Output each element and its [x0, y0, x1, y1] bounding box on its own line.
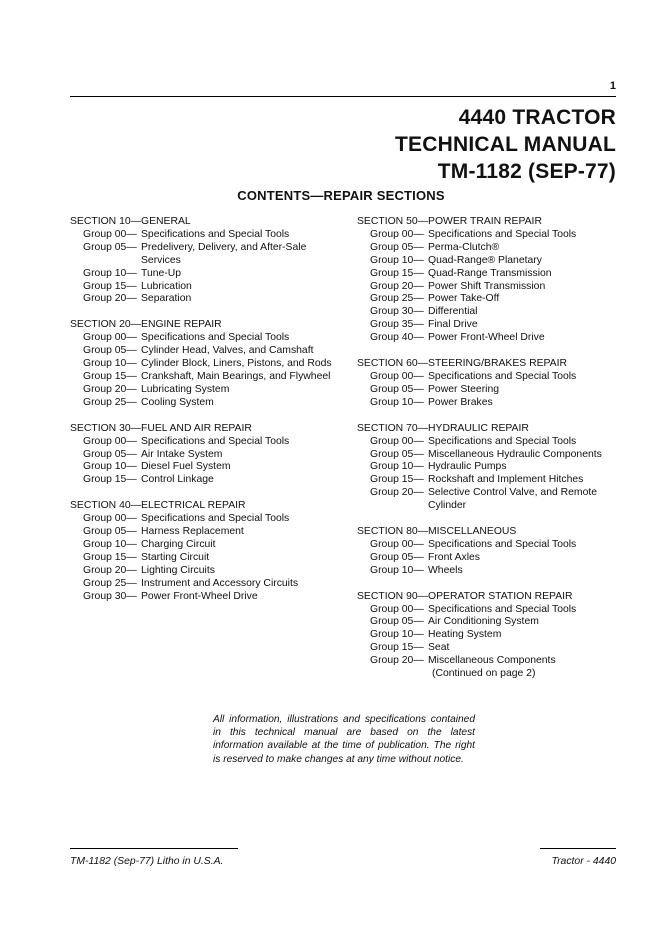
group-number: Group 00—: [83, 435, 137, 447]
group-title: Differential: [428, 306, 478, 318]
group-entry: [357, 629, 627, 642]
section-title: SECTION 60—STEERING/BRAKES REPAIR: [357, 358, 567, 370]
group-entry: [357, 371, 627, 384]
group-entry: [357, 539, 627, 552]
section-title: SECTION 50—POWER TRAIN REPAIR: [357, 216, 542, 227]
group-title: Final Drive: [428, 319, 478, 331]
group-entry: [70, 578, 340, 591]
contents-section: [357, 216, 627, 345]
group-number: Group 00—: [83, 513, 137, 525]
group-title: Power Steering: [428, 383, 500, 395]
contents-section: [357, 423, 627, 513]
group-number: Group 15—: [83, 370, 137, 382]
group-title: Quad-Range Transmission: [428, 267, 552, 279]
group-number: Group 05—: [370, 383, 424, 395]
group-title: Power Brakes: [428, 396, 493, 408]
page-number: 1: [609, 80, 616, 92]
group-entry: [357, 461, 627, 474]
group-entry: [357, 229, 627, 242]
group-title: Hydraulic Pumps: [428, 461, 507, 473]
group-title: Power Front-Wheel Drive: [428, 332, 545, 344]
group-title: Seat: [428, 642, 450, 654]
group-title: Specifications and Special Tools: [141, 435, 290, 447]
group-title: Specifications and Special Tools: [428, 435, 577, 447]
footer-rule-right: [540, 848, 616, 849]
group-title: Separation: [141, 293, 192, 305]
group-title: Miscellaneous Components: [428, 655, 556, 667]
group-number: Group 00—: [370, 370, 424, 382]
contents-right-column: [357, 216, 627, 694]
group-number: Group 00—: [370, 435, 424, 447]
contents-section: [70, 319, 340, 409]
group-number: Group 20—: [370, 280, 424, 292]
group-number: Group 05—: [370, 241, 424, 253]
group-entry: [70, 358, 340, 371]
group-entry: [70, 384, 340, 397]
group-entry: [70, 513, 340, 526]
group-entry: [357, 397, 627, 410]
group-number: Group 05—: [83, 241, 137, 253]
group-number: Group 15—: [370, 267, 424, 279]
section-title: SECTION 80—MISCELLANEOUS: [357, 526, 517, 538]
group-number: Group 10—: [83, 538, 137, 550]
group-number: Group 20—: [370, 487, 424, 499]
group-number: Group 20—: [370, 655, 424, 667]
group-number: Group 25—: [83, 396, 137, 408]
group-entry: [70, 449, 340, 462]
group-title: Selective Control Valve, and Remote Cylinder: [428, 487, 598, 512]
group-entry: [357, 319, 627, 332]
group-title: Rockshaft and Implement Hitches: [428, 474, 584, 486]
group-title: Specifications and Special Tools: [141, 513, 290, 525]
group-title: Lubrication: [141, 280, 192, 292]
group-entry: [357, 281, 627, 294]
group-number: Group 05—: [370, 616, 424, 628]
group-entry: [357, 655, 627, 668]
group-entry: [70, 281, 340, 294]
contents-section: [70, 216, 340, 306]
group-entry: [70, 565, 340, 578]
contents-left-column: [70, 216, 340, 616]
group-entry: [70, 397, 340, 410]
group-entry: [70, 552, 340, 565]
group-number: Group 10—: [370, 254, 424, 266]
group-number: Group 10—: [370, 461, 424, 473]
title-line-model: 4440 TRACTOR: [458, 106, 616, 129]
group-title: Miscellaneous Hydraulic Components: [428, 448, 602, 460]
group-title: Specifications and Special Tools: [428, 228, 577, 240]
continued-note: (Continued on page 2): [432, 668, 536, 680]
group-entry: [357, 306, 627, 319]
group-number: Group 05—: [83, 448, 137, 460]
group-number: Group 30—: [370, 306, 424, 318]
group-number: Group 10—: [370, 396, 424, 408]
group-title: Specifications and Special Tools: [141, 332, 290, 344]
group-entry: [70, 474, 340, 487]
group-title: Instrument and Accessory Circuits: [141, 577, 299, 589]
group-number: Group 00—: [370, 603, 424, 615]
group-title: Power Shift Transmission: [428, 280, 546, 292]
group-entry: [70, 539, 340, 552]
group-number: Group 05—: [83, 345, 137, 357]
group-number: Group 05—: [370, 448, 424, 460]
group-number: Group 20—: [83, 564, 137, 576]
group-entry: [70, 526, 340, 539]
group-entry: [70, 371, 340, 384]
group-number: Group 10—: [83, 461, 137, 473]
group-title: Wheels: [428, 564, 463, 576]
group-entry: [357, 332, 627, 345]
group-title: Air Intake System: [141, 448, 223, 460]
group-title: Lubricating System: [141, 383, 230, 395]
group-title: Cooling System: [141, 396, 214, 408]
group-title: Power Front-Wheel Drive: [141, 590, 258, 602]
group-number: Group 25—: [370, 293, 424, 305]
group-number: Group 20—: [83, 293, 137, 305]
group-number: Group 40—: [370, 332, 424, 344]
group-entry: [70, 242, 340, 268]
group-number: Group 25—: [83, 577, 137, 589]
group-entry: [70, 229, 340, 242]
group-entry: [70, 436, 340, 449]
group-entry: [70, 591, 340, 604]
group-title: Air Conditioning System: [428, 616, 539, 628]
group-title: Starting Circuit: [141, 551, 210, 563]
group-title: Tune-Up: [141, 267, 182, 279]
section-title: SECTION 10—GENERAL: [70, 216, 191, 227]
group-title: Specifications and Special Tools: [428, 538, 577, 550]
group-title: Crankshaft, Main Bearings, and Flywheel: [141, 370, 331, 382]
group-number: Group 15—: [83, 474, 137, 486]
group-title: Cylinder Block, Liners, Pistons, and Rods: [141, 358, 332, 370]
header-rule: [70, 96, 616, 97]
group-number: Group 00—: [370, 228, 424, 240]
manual-title: [395, 104, 616, 185]
group-entry: [70, 345, 340, 358]
group-number: Group 15—: [83, 280, 137, 292]
group-entry: [357, 242, 627, 255]
group-entry: [70, 268, 340, 281]
group-entry: [357, 616, 627, 629]
group-entry: [70, 461, 340, 474]
group-number: Group 10—: [83, 267, 137, 279]
group-entry: [70, 332, 340, 345]
footer-rule-left: [70, 848, 238, 849]
group-number: Group 05—: [370, 551, 424, 563]
group-number: Group 00—: [83, 228, 137, 240]
group-title: Power Take-Off: [428, 293, 500, 305]
group-title: Front Axles: [428, 551, 480, 563]
group-title: Predelivery, Delivery, and After-Sale Services: [141, 241, 307, 266]
contents-section: [357, 526, 627, 578]
group-number: Group 00—: [370, 538, 424, 550]
contents-section: [70, 500, 340, 603]
contents-heading: CONTENTS—REPAIR SECTIONS: [237, 188, 445, 203]
group-title: Harness Replacement: [141, 526, 244, 538]
section-title: SECTION 40—ELECTRICAL REPAIR: [70, 500, 246, 512]
title-line-number: TM-1182 (SEP-77): [437, 160, 616, 183]
group-number: Group 00—: [83, 332, 137, 344]
contents-section: [357, 591, 627, 681]
group-entry: [357, 474, 627, 487]
group-entry: [357, 642, 627, 655]
group-number: Group 10—: [83, 358, 137, 370]
group-title: Control Linkage: [141, 474, 214, 486]
group-entry: [357, 293, 627, 306]
group-entry: [357, 449, 627, 462]
footer-model: Tractor - 4440: [551, 856, 616, 867]
group-title: Diesel Fuel System: [141, 461, 231, 473]
group-title: Lighting Circuits: [141, 564, 215, 576]
group-entry: [357, 487, 627, 513]
title-line-manual: TECHNICAL MANUAL: [395, 133, 616, 156]
group-entry: [357, 268, 627, 281]
group-title: Charging Circuit: [141, 538, 216, 550]
group-title: Heating System: [428, 629, 502, 641]
group-entry: [357, 384, 627, 397]
group-entry: [70, 293, 340, 306]
group-title: Specifications and Special Tools: [428, 603, 577, 615]
section-title: SECTION 90—OPERATOR STATION REPAIR: [357, 590, 573, 602]
group-number: Group 15—: [83, 551, 137, 563]
section-title: SECTION 70—HYDRAULIC REPAIR: [357, 422, 529, 434]
group-title: Quad-Range® Planetary: [428, 254, 542, 266]
group-number: Group 10—: [370, 564, 424, 576]
group-entry: [357, 604, 627, 617]
group-number: Group 10—: [370, 629, 424, 641]
group-title: Specifications and Special Tools: [141, 228, 290, 240]
footer-publication: TM-1182 (Sep-77) Litho in U.S.A.: [70, 856, 224, 867]
group-title: Perma-Clutch®: [428, 241, 500, 253]
contents-section: [70, 423, 340, 488]
group-entry: [357, 552, 627, 565]
group-number: Group 15—: [370, 642, 424, 654]
group-entry: [357, 565, 627, 578]
group-number: Group 35—: [370, 319, 424, 331]
disclaimer-note: All information, illustrations and specifications contained in this technical manual are based on the latest information available at the time of publication. The right is reserved to make changes at any time without notice.: [213, 714, 475, 765]
group-number: Group 05—: [83, 526, 137, 538]
group-number: Group 20—: [83, 383, 137, 395]
contents-section: [357, 358, 627, 410]
group-number: Group 15—: [370, 474, 424, 486]
group-entry: [357, 436, 627, 449]
group-entry: [357, 255, 627, 268]
section-title: SECTION 20—ENGINE REPAIR: [70, 319, 222, 331]
group-title: Specifications and Special Tools: [428, 370, 577, 382]
group-title: Cylinder Head, Valves, and Camshaft: [141, 345, 314, 357]
group-number: Group 30—: [83, 590, 137, 602]
section-title: SECTION 30—FUEL AND AIR REPAIR: [70, 422, 252, 434]
